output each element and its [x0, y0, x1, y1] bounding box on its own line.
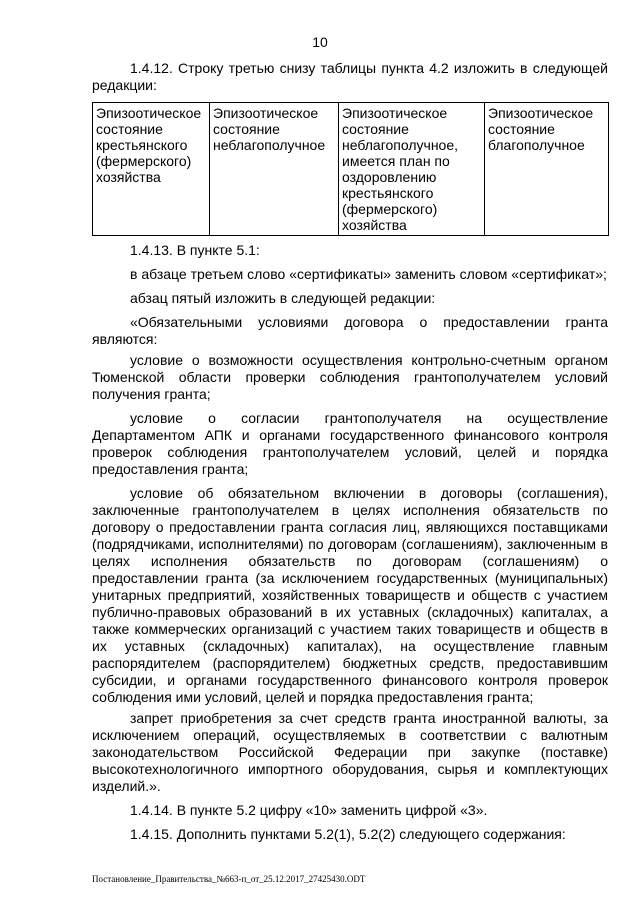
item-1-4-14: 1.4.14. В пункте 5.2 цифру «10» заменить цифрой «3».: [130, 802, 488, 818]
item-1-4-13: 1.4.13. В пункте 5.1:: [130, 242, 260, 258]
paragraph-five-intro: абзац пятый изложить в следующей редакции:: [130, 290, 436, 306]
table-cell: Эпизоотическое состояние крестьянского (фермерского) хозяйства: [93, 103, 210, 236]
item-1-4-12: 1.4.12. Строку третью снизу таблицы пункта 4.2 изложить в следующей редакции:: [92, 60, 608, 93]
condition-3: условие об обязательном включении в договоры (соглашения), заключенные грантополучателем в целях исполнения обязательств по договору о предоставлении гранта согласия лиц, являющихся поставщиками (подрядчиками, исполнителями) по договорам (соглашениям), заключенным в целях исполнения обязательств по договорам (соглашениям) о предоставлении гранта (за исключением государственных (муниципальных) унитарных предприятий, хозяйственных товариществ и обществ с участием публично-правовых образований в их уставных (складочных) капиталах, а также коммерческих организаций с участием таких товариществ и обществ в их уставных (складочных) капиталах), на осуществление главным распорядителем (распорядителем) бюджетных средств, предоставившим субсидии, и органами государственного финансового контроля проверок соблюдения ими условий, целей и порядка предоставления гранта;: [92, 485, 608, 705]
table-cell: Эпизоотическое состояние благополучное: [485, 103, 609, 236]
page-number: 10: [312, 34, 328, 50]
paragraph-three-change: в абзаце третьем слово «сертификаты» заменить словом «сертификат»;: [130, 266, 607, 282]
quote-intro: «Обязательными условиями договора о предоставлении гранта являются:: [92, 314, 608, 347]
footer-filename: Постановление_Правительства_№663-п_от_25.12.2017_27425430.ODT: [92, 874, 366, 884]
condition-2: условие о согласии грантополучателя на осуществление Департаментом АПК и органами государственного финансового контроля проверок соблюдения грантополучателем условий, целей и порядка предоставления гранта;: [92, 410, 608, 477]
amendment-table: [92, 102, 609, 236]
table-cell: Эпизоотическое состояние неблагополучное, имеется план по оздоровлению крестьянского (фермерского) хозяйства: [339, 103, 485, 236]
condition-1: условие о возможности осуществления контрольно-счетным органом Тюменской области проверки соблюдения грантополучателем условий получения гранта;: [92, 352, 608, 402]
condition-4: запрет приобретения за счет средств гранта иностранной валюты, за исключением операций, осуществляемых в соответствии с валютным законодательством Российской Федерации при закупке (поставке) высокотехнологичного импортного оборудования, сырья и комплектующих изделий.».: [92, 710, 608, 794]
document-body: [92, 60, 608, 843]
item-1-4-15: 1.4.15. Дополнить пунктами 5.2(1), 5.2(2) следующего содержания:: [130, 826, 566, 842]
table-row: [93, 103, 609, 236]
table-cell: Эпизоотическое состояние неблагополучное: [210, 103, 339, 236]
